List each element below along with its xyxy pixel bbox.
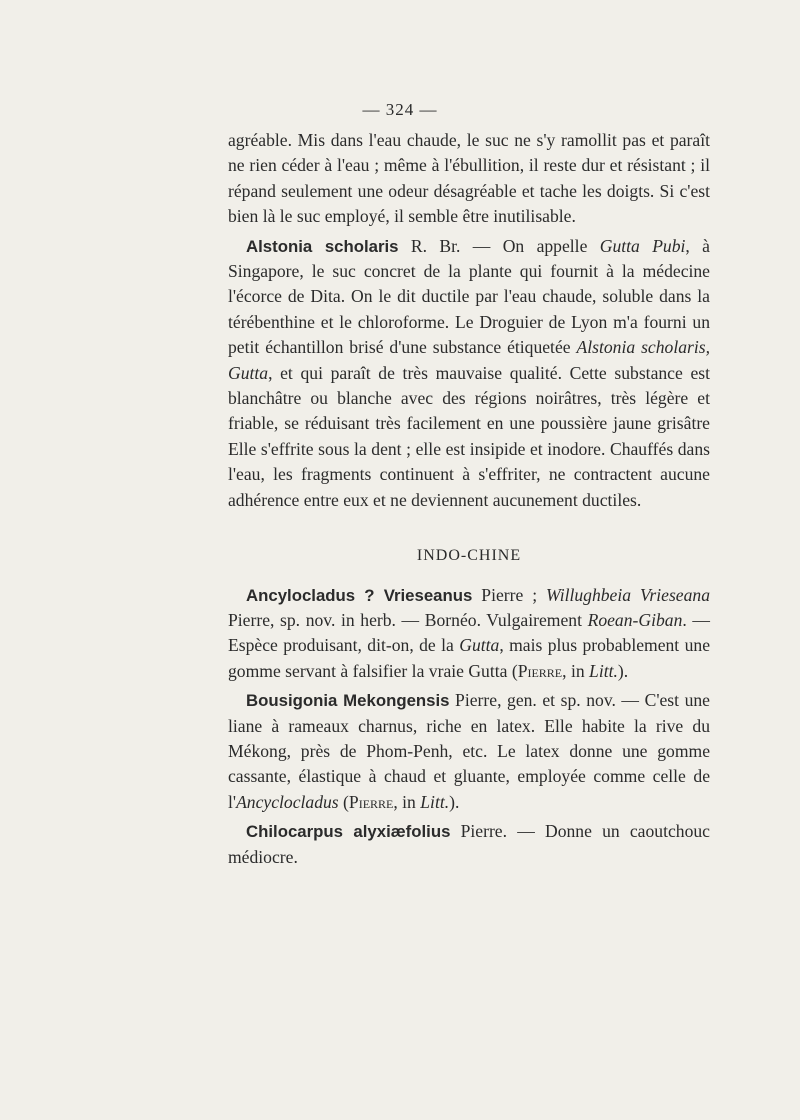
species-name: Ancylocladus ? Vrieseanus (246, 585, 473, 605)
page-number: — 324 — (362, 100, 438, 119)
page-body (228, 128, 710, 870)
intro-paragraph: agréable. Mis dans l'eau chaude, le suc ne s'y ramollit pas et paraît ne rien céder à l'eau ; même à l'ébullition, il reste dur et résistant ; il répand seulement une odeur désagréable et tache les doigts. Si c'est bien là le suc employé, il semble être inutilisable. (228, 130, 710, 227)
bousigonia-entry: Bousigonia Mekongensis Pierre, gen. et sp. nov. — C'est une liane à rameaux charnus, riche en latex. Elle habite la rive du Mékong, près de Phom-Penh, etc. Le latex donne une gomme cassante, élastique à chaud et gluante, employée comme celle de l'Ancyclocladus (Pierre, in Litt.). (228, 690, 710, 812)
species-name: Bousigonia Mekongensis (246, 691, 450, 711)
species-name: Chilocarpus alyxiæfolius (246, 822, 451, 842)
section-heading: INDO-CHINE (416, 547, 522, 565)
chilocarpus-entry: Chilocarpus alyxiæfolius Pierre. — Donne un caoutchouc médiocre. (228, 821, 710, 867)
alstonia-entry: Alstonia scholaris R. Br. — On appelle Gutta Pubi, à Singapore, le suc concret de la plante qui fournit à la médecine l'écorce de Dita. On le dit ductile par l'eau chaude, soluble dans la térébenthine et le chloroforme. Le Droguier de Lyon m'a fourni un petit échantillon brisé d'une substance étiquetée Alstonia scholaris, Gutta, et qui paraît de très mauvaise qualité. Cette substance est blanchâtre ou blanche avec des régions noirâtres, très légère et friable, se réduisant très facilement en une poussière jaune grisâtre Elle s'effrite sous la dent ; elle est insipide et inodore. Chauffés dans l'eau, les fragments continuent à s'effriter, ne contractent aucune adhérence entre eux et ne deviennent aucunement ductiles. (228, 235, 710, 510)
ancylocladus-entry: Ancylocladus ? Vrieseanus Pierre ; Willughbeia Vrieseana Pierre, sp. nov. in herb. — Bornéo. Vulgairement Roean-Giban. — Espèce produisant, dit-on, de la Gutta, mais plus probablement une gomme servant à falsifier la vraie Gutta (Pierre, in Litt.). (228, 584, 711, 681)
species-name: Alstonia scholaris (246, 236, 399, 256)
